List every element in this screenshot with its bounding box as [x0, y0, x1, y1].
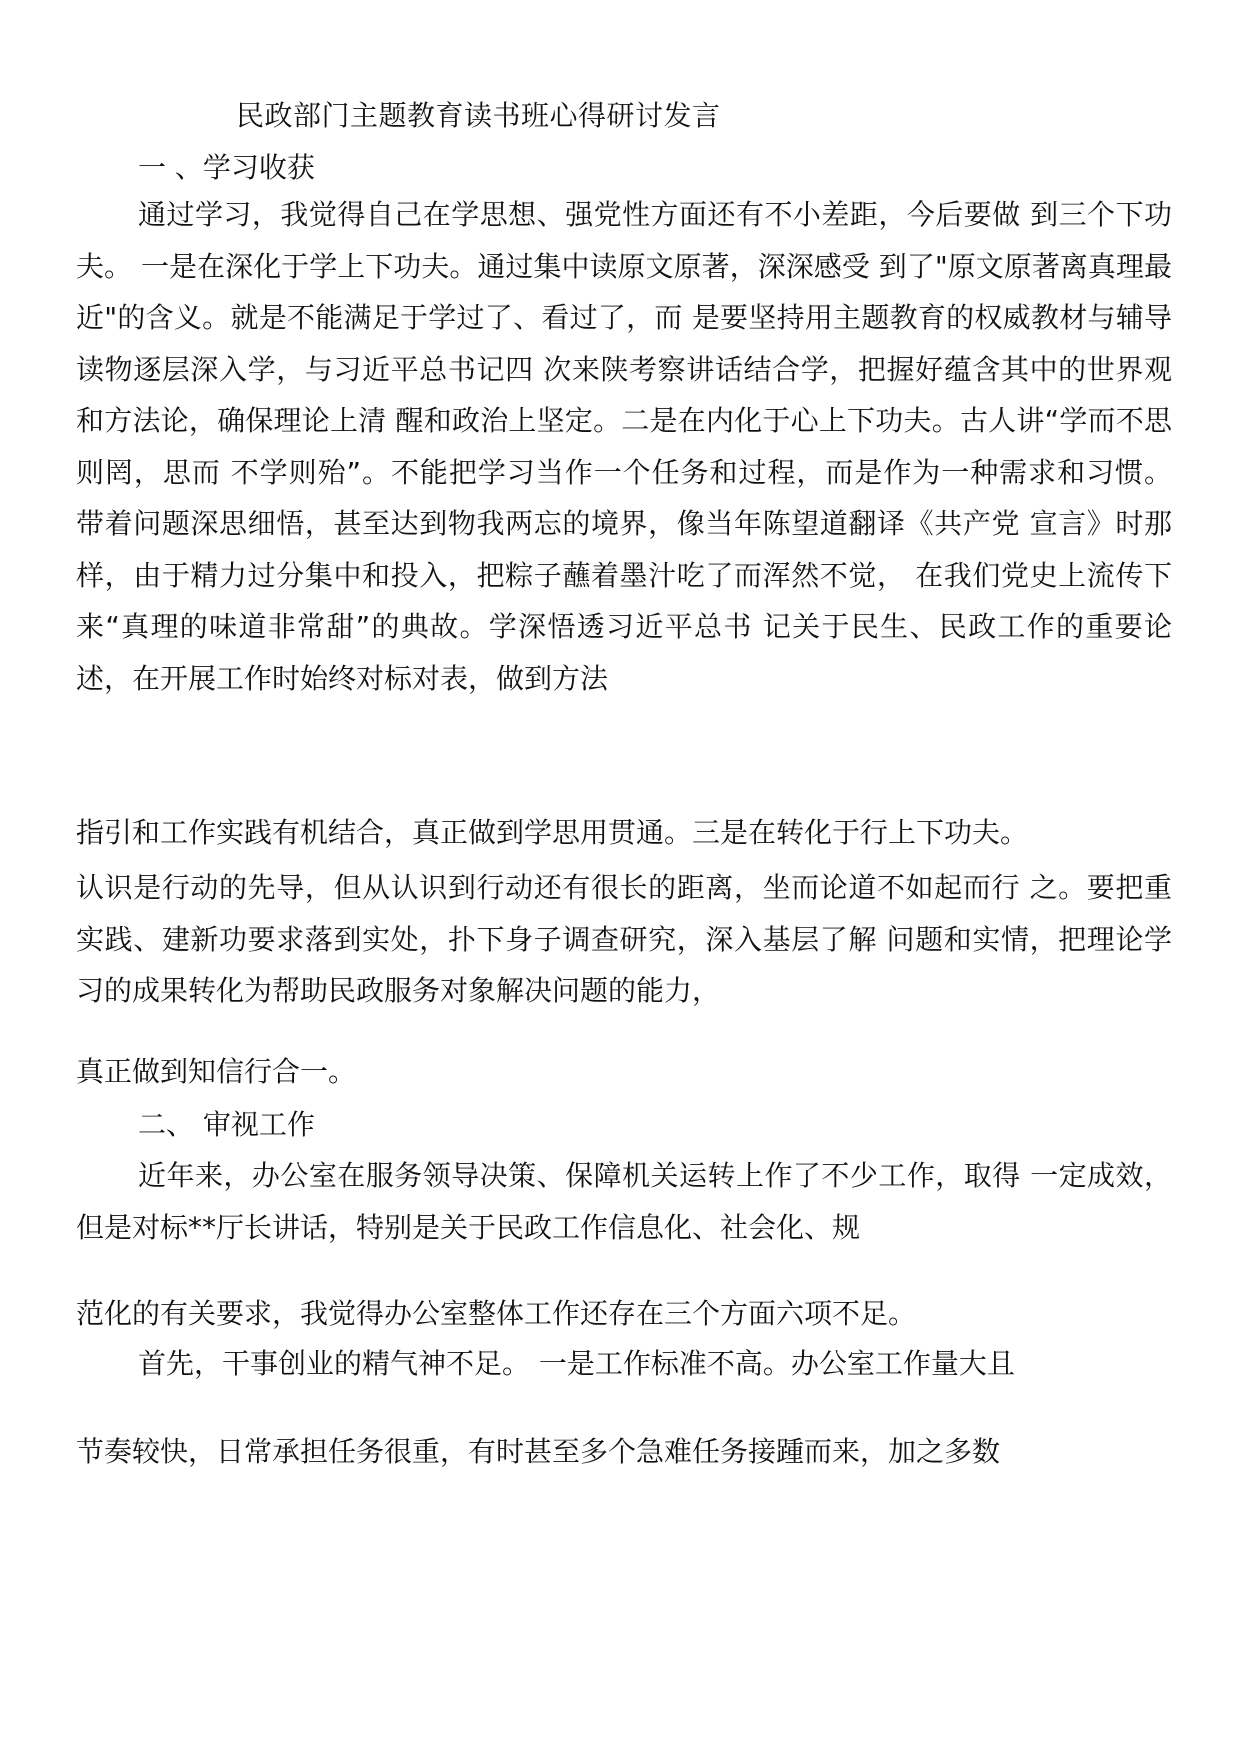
section2-line-2: 范化的有关要求，我觉得办公室整体工作还存在三个方面六项不足。	[76, 1297, 917, 1330]
section2-line-4: 节奏较快，日常承担任务很重，有时甚至多个急难任务接踵而来，加之多数	[76, 1435, 1001, 1468]
section1-heading: 一 、学习收获	[138, 151, 315, 184]
section2-paragraph-1: 近年来，办公室在服务领导决策、保障机关运转上作了不少工作，取得 一定成效，但是对标**厅长讲话，特别是关于民政工作信息化、社会化、规	[76, 1159, 1172, 1244]
section1-paragraph-1: 通过学习，我觉得自己在学思想、强党性方面还有不小差距，今后要做 到三个下功夫。 一是在深化于学上下功夫。通过集中读原文原著，深深感受 到了"原文原著离真理最近"的含义。就是不能满足于学过了、看过了，而 是要坚持用主题教育的权威教材与辅导读物逐层深入学，与习近平总书记四 次来陕考察讲话结合学，把握好蕴含其中的世界观和方法论，确保理论上清 醒和政治上坚定。二是在内化于心上下功夫。古人讲“学而不思则罔，思而 不学则殆”。不能把学习当作一个任务和过程，而是作为一种需求和习惯。 带着问题深思细悟，甚至达到物我两忘的境界，像当年陈望道翻译《共产党 宣言》时那样，由于精力过分集中和投入，把粽子蘸着墨汁吃了而浑然不觉， 在我们党史上流传下来“真理的味道非常甜”的典故。学深悟透习近平总书 记关于民生、民政工作的重要论述，在开展工作时始终对标对表，做到方法	[76, 198, 1172, 695]
section2-line-3: 首先，干事创业的精气神不足。 一是工作标准不高。办公室工作量大且	[138, 1347, 1015, 1380]
section1-paragraph-3: 认识是行动的先导，但从认识到行动还有很长的距离，坐而论道不如起而行 之。要把重实践、建新功要求落到实处，扑下身子调查研究，深入基层了解 问题和实情，把理论学习的成果转化为帮助民政服务对象解决问题的能力，	[76, 871, 1172, 1007]
section2-heading: 二、 审视工作	[138, 1108, 315, 1141]
section1-line-4: 真正做到知信行合一。	[76, 1055, 357, 1088]
document-title: 民政部门主题教育读书班心得研讨发言	[236, 99, 721, 132]
section1-line-2: 指引和工作实践有机结合，真正做到学思用贯通。三是在转化于行上下功夫。	[76, 816, 1029, 849]
